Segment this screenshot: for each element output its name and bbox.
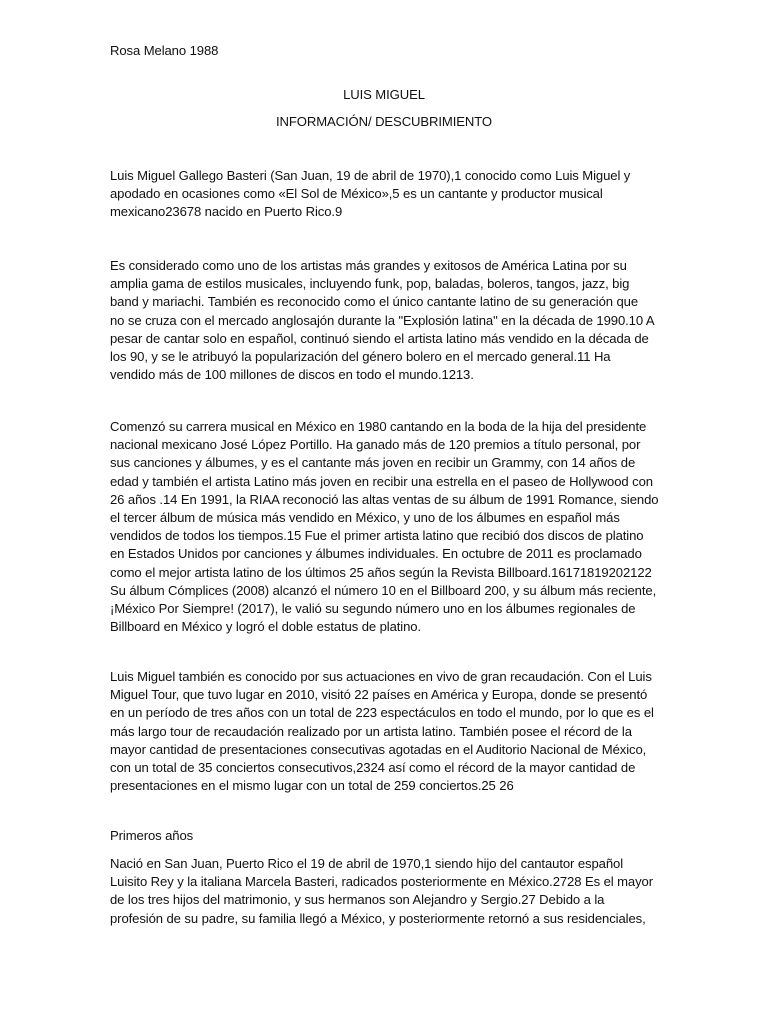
paragraph-line: vendido más de 100 millones de discos en todo el mundo.1213. <box>110 367 474 383</box>
author-line: Rosa Melano 1988 <box>110 43 219 58</box>
paragraph-line: Luis Miguel Gallego Basteri (San Juan, 19 de abril de 1970),1 conocido como Luis Miguel y <box>110 168 631 183</box>
paragraph-line: como el mejor artista latino de los últimos 25 años según la Revista Billboard.16171819202122 <box>110 564 652 580</box>
section-heading: Primeros años <box>110 828 194 843</box>
paragraph-line: en un período de tres años con un total de 223 espectáculos en todo el mundo, por lo que es el <box>110 705 654 721</box>
paragraph-line: presentaciones en el mismo lugar con un total de 259 conciertos.25 26 <box>110 778 514 794</box>
paragraph-line: profesión de su padre, su familia llegó a México, y posteriormente retornó a sus residenciales, <box>110 910 646 926</box>
paragraph-line: vendidos de todos los tiempos.15 Fue el primer artista latino que recibió dos discos de platino <box>110 528 644 544</box>
paragraph-line: Luis Miguel también es conocido por sus actuaciones en vivo de gran recaudación. Con el Luis <box>110 669 652 684</box>
paragraph-line: más largo tour de recaudación realizado por un artista latino. También posee el récord de la <box>110 723 632 739</box>
paragraph-line: Luisito Rey y la italiana Marcela Basteri, radicados posteriormente en México.2728 Es el mayor <box>110 874 653 890</box>
paragraph-line: mayor cantidad de presentaciones consecutivas agotadas en el Auditorio Nacional de México, <box>110 741 647 757</box>
paragraph-line: amplia gama de estilos musicales, incluyendo funk, pop, baladas, boleros, tangos, jazz, big <box>110 276 630 292</box>
paragraph-line: Miguel Tour, que tuvo lugar en 2010, visitó 22 países en América y Europa, donde se presentó <box>110 687 648 703</box>
paragraph-styles <box>110 257 655 384</box>
document-title: LUIS MIGUEL <box>343 87 425 102</box>
paragraph-line: nacional mexicano José López Portillo. Ha ganado más de 120 premios a título personal, por <box>110 437 641 453</box>
paragraph-line: Comenzó su carrera musical en México en 1980 cantando en la boda de la hija del presidente <box>110 419 647 434</box>
paragraph-line: edad y también el artista Latino más joven en recibir una estrella en el paseo de Hollywood con <box>110 473 653 489</box>
paragraph-line: con un total de 35 conciertos consecutivos,2324 así como el récord de la mayor cantidad de <box>110 760 636 776</box>
paragraph-tours <box>110 668 654 795</box>
paragraph-career <box>110 418 658 636</box>
paragraph-line: mexicano23678 nacido en Puerto Rico.9 <box>110 204 343 220</box>
paragraph-line: apodado en ocasiones como «El Sol de México»,5 es un cantante y productor musical <box>110 186 603 202</box>
paragraph-line: los 90, y se le atribuyó la popularización del género bolero en el mercado general.11 Ha <box>110 349 611 365</box>
paragraph-early-years <box>110 855 653 928</box>
paragraph-line: 26 años .14 En 1991, la RIAA reconoció las altas ventas de su álbum de 1991 Romance, siendo <box>110 491 659 507</box>
paragraph-line: Nació en San Juan, Puerto Rico el 19 de abril de 1970,1 siendo hijo del cantautor español <box>110 856 624 871</box>
paragraph-line: pesar de cantar solo en español, continuó siendo el artista latino más vendido en la década de <box>110 330 649 346</box>
paragraph-line: sus canciones y álbumes, y es el cantante más joven en recibir un Grammy, con 14 años de <box>110 455 636 471</box>
paragraph-line: de los tres hijos del matrimonio, y sus hermanos son Alejandro y Sergio.27 Debido a la <box>110 892 605 908</box>
paragraph-line: en Estados Unidos por canciones y álbumes individuales. En octubre de 2011 es proclamado <box>110 546 642 562</box>
paragraph-line: Billboard en México y logró el doble estatus de platino. <box>110 619 422 635</box>
paragraph-line: Su álbum Cómplices (2008) alcanzó el número 10 en el Billboard 200, y su álbum más reciente, <box>110 582 657 598</box>
paragraph-line: no se cruza con el mercado anglosajón durante la "Explosión latina" en la década de 1990.10 A <box>110 312 655 328</box>
document-subtitle: INFORMACIÓN/ DESCUBRIMIENTO <box>275 114 493 129</box>
paragraph-intro <box>110 167 630 222</box>
paragraph-line: el tercer álbum de música más vendido en México, y uno de los álbumes en español más <box>110 510 620 526</box>
paragraph-line: ¡México Por Siempre! (2017), le valió su segundo número uno en los álbumes regionales de <box>110 601 636 617</box>
paragraph-line: band y mariachi. También es reconocido como el único cantante latino de su generación que <box>110 294 639 310</box>
paragraph-line: Es considerado como uno de los artistas más grandes y exitosos de América Latina por su <box>110 258 627 273</box>
